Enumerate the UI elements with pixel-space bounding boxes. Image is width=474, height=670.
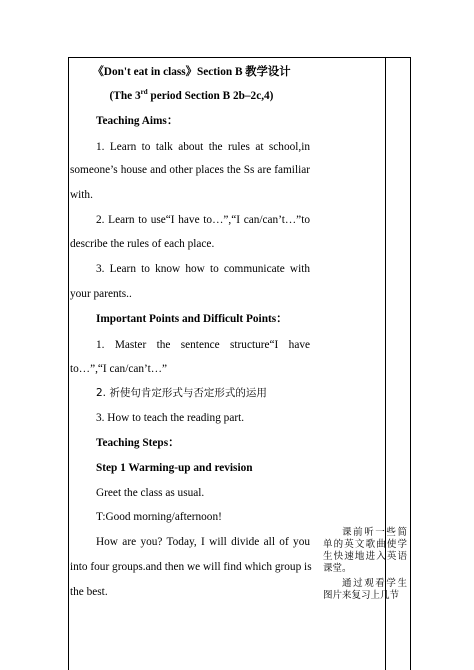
document-subtitle: (The 3rd period Section B 2b–2c,4) <box>109 88 274 102</box>
aim-1-line-1: 1. Learn to talk about the rules at school,in <box>96 141 310 153</box>
step-1-line-1: Greet the class as usual. <box>96 487 205 499</box>
teaching-steps-heading: Teaching Steps： <box>96 437 180 449</box>
aim-3-line-1: 3. Learn to know how to communicate with <box>96 263 310 275</box>
step-1-heading: Step 1 Warming-up and revision <box>96 462 253 474</box>
document-title: 《Don't eat in class》Section B 教学设计 <box>92 66 291 78</box>
aim-2-line-2: describe the rules of each place. <box>70 238 215 250</box>
note-2: 通过观看学生图片来复习上几节 <box>323 578 407 601</box>
step-1-line-4: into four groups.and then we will find which group is <box>70 561 312 573</box>
point-1-line-2: to…”,“I can/can’t…” <box>70 363 168 375</box>
step-1-line-2: T:Good morning/afternoon! <box>96 511 222 523</box>
step-1-line-5: the best. <box>70 586 108 598</box>
aim-1-line-3: with. <box>70 189 93 201</box>
point-3: 3. How to teach the reading part. <box>96 412 245 424</box>
points-heading: Important Points and Difficult Points： <box>96 313 288 325</box>
aim-3-line-2: your parents.. <box>70 288 132 300</box>
teaching-aims-heading: Teaching Aims： <box>96 115 179 127</box>
note-1: 课前听一些简单的英文歌曲使学生快速地进入英语课堂。 <box>323 527 407 574</box>
point-1-line-1: 1. Master the sentence structure“I have <box>96 339 310 351</box>
aim-2-line-1: 2. Learn to use“I have to…”,“I can/can’t…”to <box>96 214 310 226</box>
step-1-line-3: How are you? Today, I will divide all of you <box>96 536 310 548</box>
aim-1-line-2: someone’s house and other places the Ss are familiar <box>70 164 310 176</box>
point-2: 2. 祈使句肯定形式与否定形式的运用 <box>96 387 267 399</box>
